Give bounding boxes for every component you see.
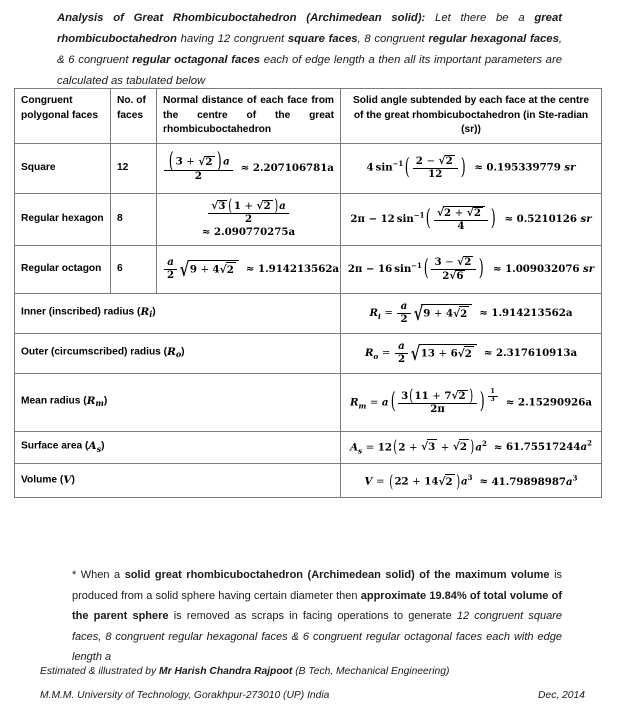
Rm-sub: m [358, 401, 367, 411]
symbol-As-sub: s [96, 443, 102, 454]
footnote-italic-1: 12 congruent square faces, 8 congruent regular hexagonal faces & 6 congruent regular octagonal faces each with edge length a [72, 610, 562, 663]
face-count-square: 12 [111, 143, 157, 193]
table-row-volume [15, 463, 602, 497]
parameters-table [14, 88, 602, 498]
Ri-value: 1.914213562a [491, 307, 573, 319]
sa-square-unit: sr [564, 162, 576, 174]
intro-seg-4: , & 6 congruent [57, 33, 563, 66]
solid-angle-square: 4 $\sin^{-1}$( $\frac{2 - √2}{12}$ ) ≈ 0.195339779 sr [341, 143, 602, 193]
distance-octagon: $\frac{a}{2}$ √9 + 4√2 ≈ 1.914213562a [157, 245, 341, 293]
face-name-square: Square [15, 143, 111, 193]
label-inner-radius: Inner (inscribed) radius (Ri) [15, 293, 341, 333]
table-row-surface-area [15, 431, 602, 463]
footnote-seg-3: is removed as scraps in facing operations to generate [168, 610, 457, 622]
table-header-row [15, 89, 602, 144]
formula-mean-radius: $R_m = a$( $\frac{3(11 + 7√2 )}{2\pi}$ ) $^{\frac{1}{3}}$ ≈ 2.15290926a [341, 373, 602, 431]
credit-suffix: (B Tech, Mechanical Engineering) [292, 666, 450, 677]
symbol-V: V [63, 474, 72, 487]
label-surface-area-text: Surface area [21, 440, 83, 452]
distance-hexagon-den: 2 [244, 213, 253, 226]
As-symbol: A [350, 440, 359, 453]
solid-angle-octagon: 2π − 16 $\sin^{-1}$( $\frac{3 - √2}{2√6}$ ) ≈ 1.009032076 sr [341, 245, 602, 293]
header-congruent-faces: Congruent polygonal faces [15, 89, 111, 144]
sa-square-coeff: 4 [366, 162, 374, 174]
intro-bold-4: regular octagonal faces [132, 54, 261, 66]
Ro-symbol: R [364, 347, 374, 359]
affiliation-date: Dec, 2014 [538, 690, 585, 701]
table-row-inner-radius [15, 293, 602, 333]
credit-prefix: Estimated & illustrated by [40, 666, 160, 677]
label-volume-text: Volume [21, 474, 58, 486]
symbol-Ri-sub: i [149, 309, 153, 320]
Rm-symbol: R [350, 396, 359, 409]
Ro-value: 2.317610913a [496, 347, 578, 359]
distance-square-value: 2.207106781a [252, 162, 334, 174]
formula-inner-radius: $R_i$ = $\frac{a}{2}$ √9 + 4√2 ≈ 1.914213562a [341, 293, 602, 333]
parameters-table-wrapper [14, 88, 601, 498]
sa-hexagon-value: 0.5210126 [516, 213, 577, 225]
credit-line [40, 666, 580, 677]
label-volume: Volume (V) [15, 463, 341, 497]
As-sub: s [358, 445, 363, 455]
sa-square-den: 12 [428, 168, 443, 181]
footnote-star: * [72, 569, 81, 581]
symbol-Rm: R [86, 394, 96, 407]
Ri-sub: i [378, 312, 381, 322]
sa-hexagon-den: 4 [457, 219, 465, 232]
formula-surface-area: $A_s = 12(2 + √3 + √2$ )$a^2 \approx 61.75517244a^2$ [341, 431, 602, 463]
table-row-square [15, 143, 602, 193]
V-symbol: V [364, 475, 373, 488]
Rm-value: 2.15290926a [518, 396, 592, 409]
solid-angle-hexagon: 2π − 12 $\sin^{-1}$( $\frac{√2 + √2}{4}$ ) ≈ 0.5210126 sr [341, 193, 602, 245]
intro-bold-2: square faces [287, 33, 358, 45]
face-count-octagon: 6 [111, 245, 157, 293]
table-row-mean-radius [15, 373, 602, 431]
As-value: $61.75517244a^2$ [506, 438, 592, 453]
sa-hexagon-unit: sr [580, 213, 592, 225]
table-row-hexagon [15, 193, 602, 245]
formula-volume: V = (22 + 14√2 )$a^3 \approx 41.79898987a^3$ [341, 463, 602, 497]
formula-outer-radius: $R_o$ = $\frac{a}{2}$ √13 + 6√2 ≈ 2.317610913a [341, 333, 602, 373]
face-name-octagon: Regular octagon [15, 245, 111, 293]
label-inner-radius-text: Inner (inscribed) radius [21, 306, 135, 318]
label-outer-radius: Outer (circumscribed) radius (Ro) [15, 333, 341, 373]
label-mean-radius: Mean radius (Rm) [15, 373, 341, 431]
sa-square-value: 0.195339779 [486, 162, 561, 174]
distance-octagon-value: 1.914213562a [257, 263, 340, 275]
Ro-sub: o [373, 352, 379, 362]
sa-hexagon-lead: 2π − 12 [350, 213, 395, 225]
V-value: $41.79898987a^3$ [491, 473, 578, 488]
footnote-bold-1: solid great rhombicuboctahedron (Archimedean solid) of the maximum volume [124, 569, 550, 581]
header-no-of-faces: No. of faces [111, 89, 157, 144]
header-normal-distance: Normal distance of each face from the centre of the great rhombicuboctahedron [157, 89, 341, 144]
face-count-hexagon: 8 [111, 193, 157, 245]
footnote-paragraph [72, 565, 562, 668]
symbol-As: A [88, 439, 97, 452]
footnote-seg-2: is produced from a solid sphere having certain diameter then [72, 569, 563, 602]
sa-octagon-unit: sr [583, 263, 595, 275]
label-outer-radius-text: Outer (circumscribed) radius [21, 346, 161, 358]
footnote-bold-2: approximate 19.84% of total volume of the parent sphere [72, 589, 562, 622]
sa-octagon-value: 1.009032076 [505, 263, 580, 275]
header-solid-angle-line1: Solid angle subtended by each face at the centre of the great rhombicuboctahedron [352, 95, 590, 121]
intro-bold-1: great rhombicuboctahedron [57, 12, 562, 45]
intro-paragraph [57, 8, 562, 92]
Rm-den: 2π [430, 402, 445, 415]
table-row-outer-radius [15, 333, 602, 373]
credit-author: Mr Harish Chandra Rajpoot [159, 666, 293, 677]
sa-octagon-lead: 2π − 16 [347, 263, 393, 275]
intro-seg-5: each of edge length a then all its important parameters are calculated as tabulated below [57, 54, 562, 87]
label-surface-area: Surface area (As) [15, 431, 341, 463]
affiliation-line [40, 690, 585, 701]
intro-seg-1: Let there be a [425, 12, 535, 24]
symbol-Ro-sub: o [175, 349, 182, 360]
distance-hexagon: $\frac{√3 (1 + √2 )a}{2}$ ≈ 2.090770275a [157, 193, 341, 245]
face-name-hexagon: Regular hexagon [15, 193, 111, 245]
affiliation-institution: M.M.M. University of Technology, Gorakhpur-273010 (UP) India [40, 690, 330, 701]
symbol-Rm-sub: m [95, 398, 104, 409]
symbol-Ro: R [167, 345, 176, 358]
header-solid-angle-line2: (in Ste-radian (sr)) [461, 109, 589, 135]
distance-hexagon-value: 2.090770275a [214, 225, 296, 238]
table-row-octagon [15, 245, 602, 293]
intro-bold-3: regular hexagonal faces [428, 33, 559, 45]
distance-square: $\frac{( 3 + √2 ) a}{2}$ ≈ 2.207106781a [157, 143, 341, 193]
intro-seg-2: having 12 congruent [176, 33, 288, 45]
label-mean-radius-text: Mean radius [21, 395, 81, 407]
header-solid-angle [341, 89, 602, 144]
Ri-symbol: R [369, 307, 378, 319]
intro-seg-3: , 8 congruent [357, 33, 429, 45]
symbol-Ri: R [140, 305, 150, 318]
intro-title: Analysis of Great Rhombicuboctahedron (Archimedean solid): [57, 12, 426, 24]
footnote-seg-1: When a [80, 569, 125, 581]
